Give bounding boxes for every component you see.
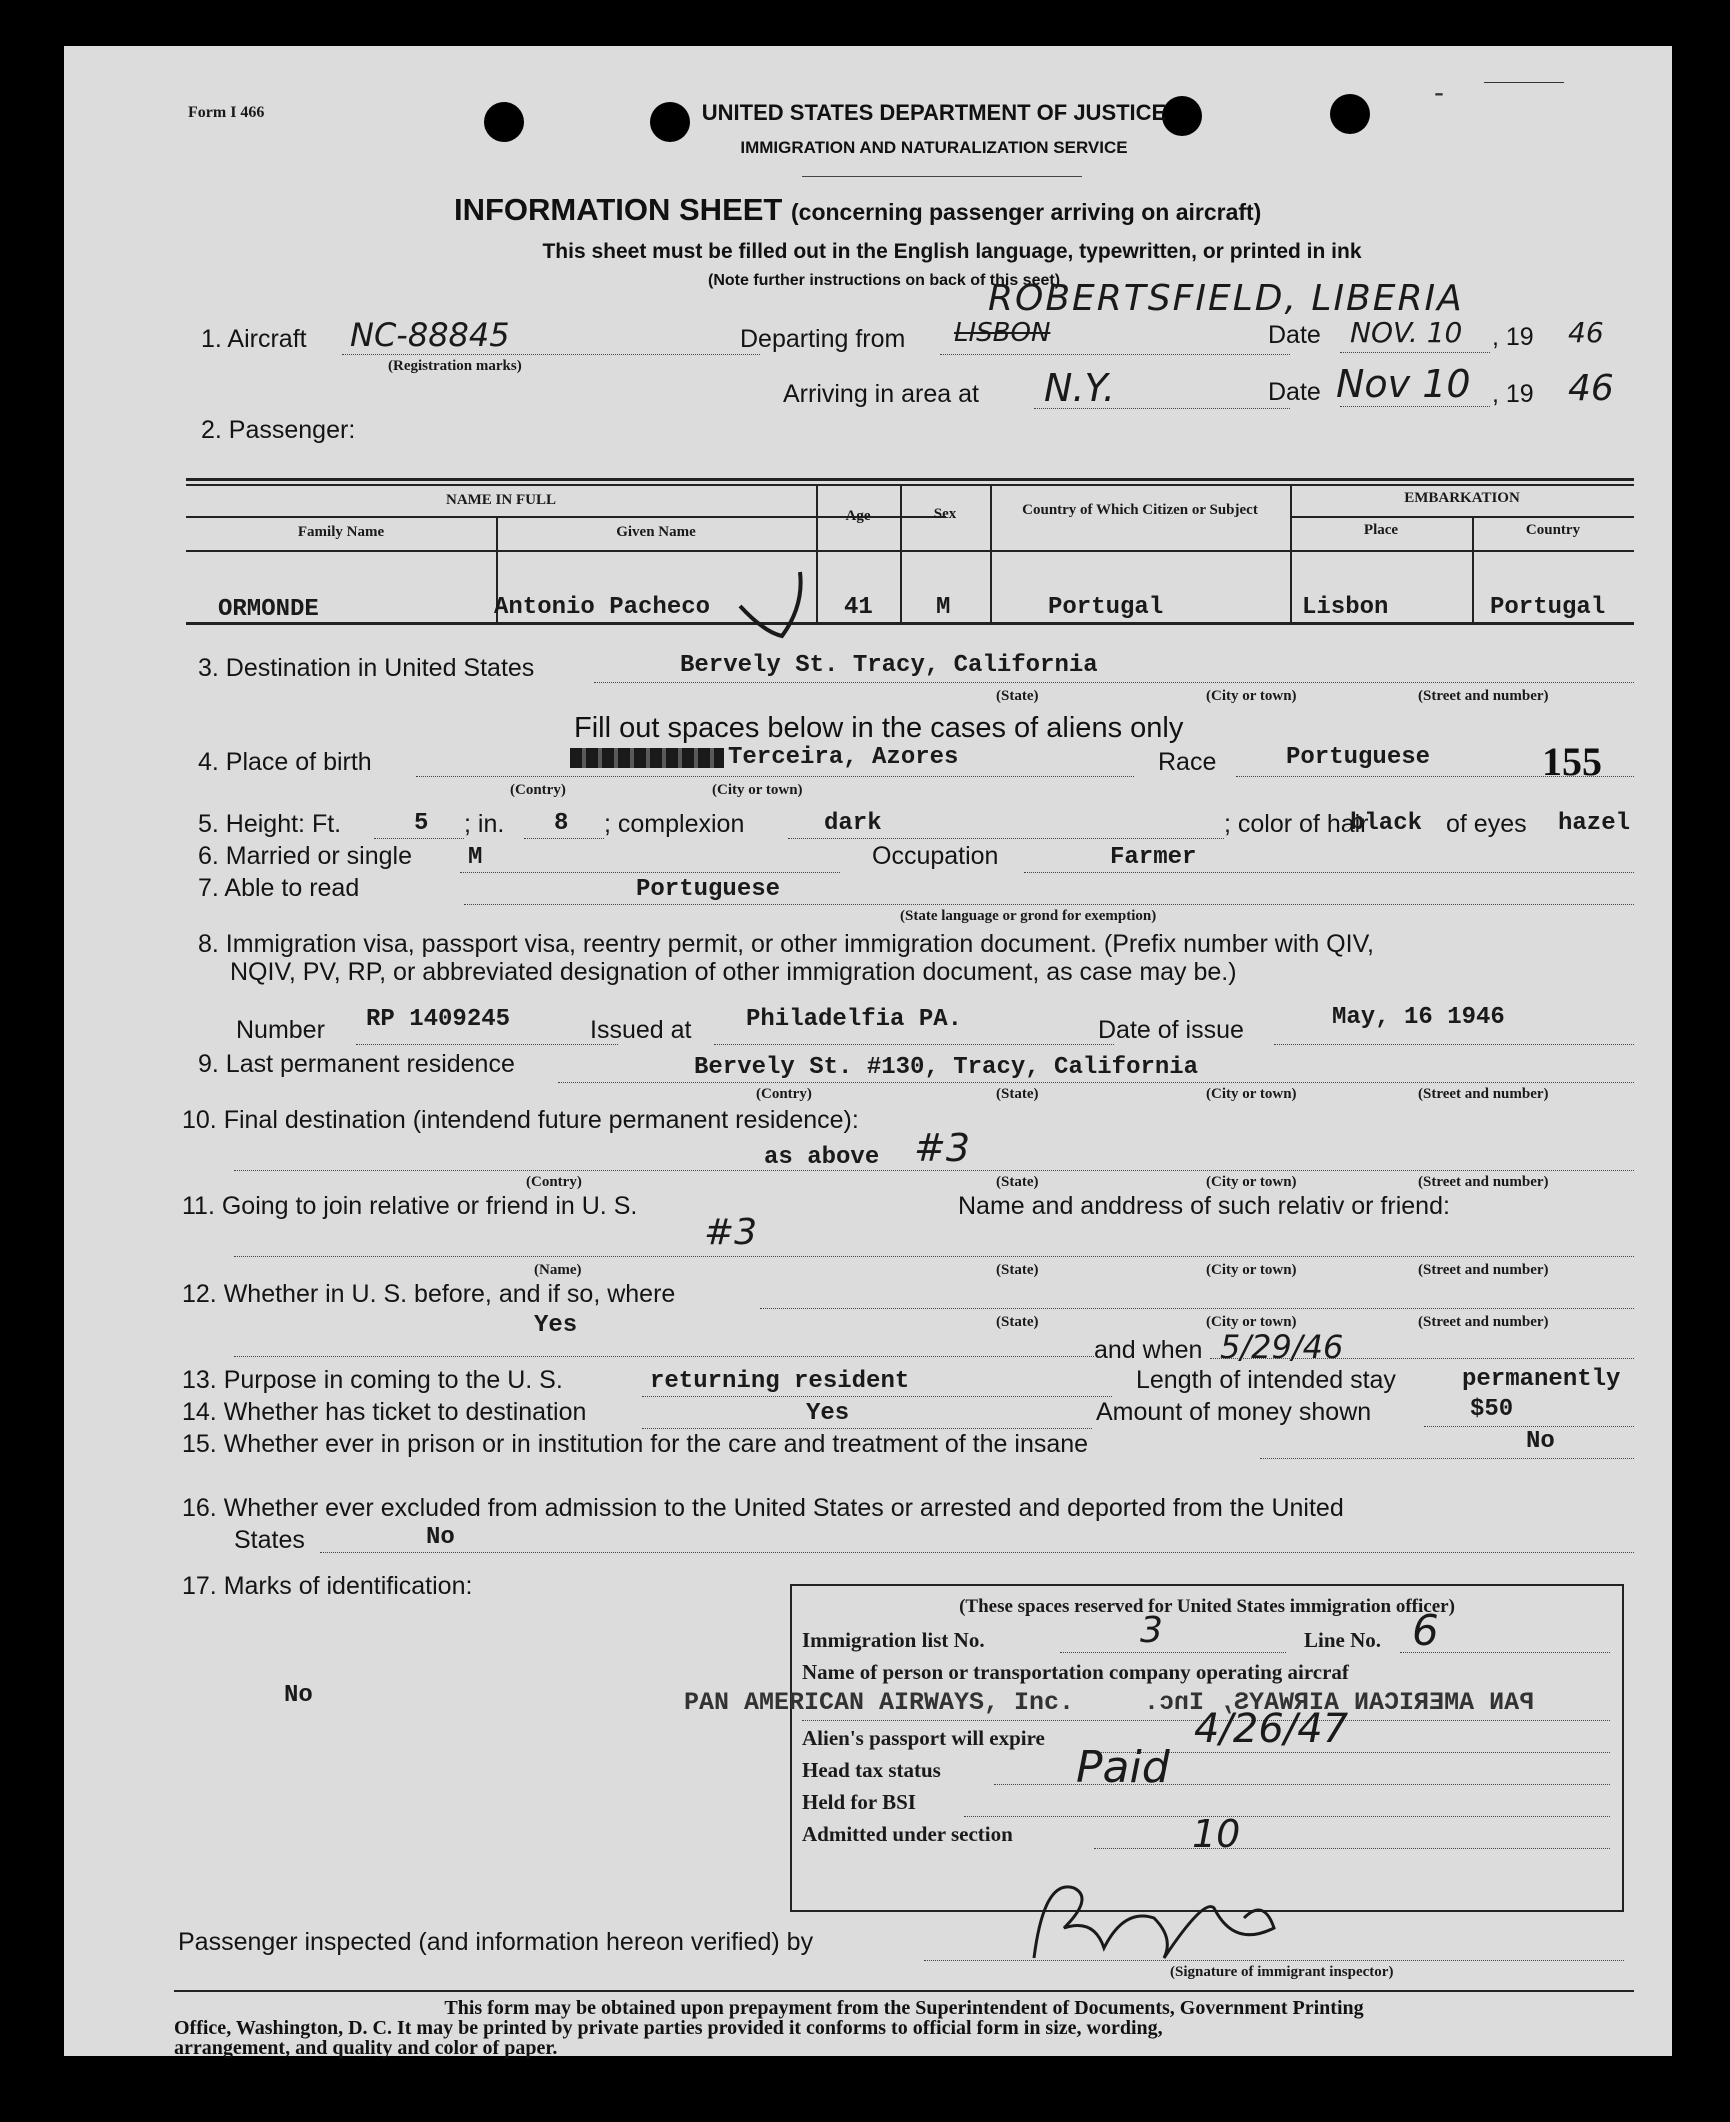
race-label: Race (1158, 748, 1217, 776)
money-label: Amount of money shown (1096, 1398, 1372, 1426)
table-rule-top2 (186, 484, 1634, 486)
caption-state: (State) (996, 1314, 1039, 1330)
excluded-label-line1: 16. Whether ever excluded from admission to the United States or arrested and deported from the United (182, 1494, 1344, 1522)
residence-label: 9. Last permanent residence (198, 1050, 515, 1078)
corner-mark: - (1434, 76, 1444, 109)
underline (1210, 1358, 1634, 1359)
excluded-value: No (426, 1524, 455, 1551)
caption-city: (City or town) (1206, 1086, 1297, 1102)
form-number: Form I 466 (188, 104, 265, 121)
underline (760, 1308, 1634, 1309)
footer-line-3: arrangement, and quality and color of paper. (174, 2037, 558, 2059)
underline (994, 1784, 1610, 1785)
line-label: Line No. (1304, 1628, 1382, 1652)
underline (924, 1960, 1624, 1961)
section-value: 10 (1192, 1812, 1241, 1856)
place-value: Lisbon (1302, 594, 1389, 621)
footer-line-2: Office, Washington, D. C. It may be printed by private parties provided it conforms to official form in size, wording, (174, 2017, 1163, 2039)
final-destination-label: 10. Final destination (intendend future permanent residence): (182, 1106, 859, 1134)
document-label-line2: NQIV, PV, RP, or abbreviated designation of other immigration document, as case may be.) (230, 958, 1237, 986)
embarkation-heading: EMBARKATION (1404, 490, 1520, 506)
underline (1340, 352, 1490, 353)
stay-label: Length of intended stay (1136, 1366, 1396, 1394)
hair-value: black (1350, 810, 1423, 837)
underline (940, 354, 1290, 355)
underline (234, 1170, 1634, 1171)
underline (1024, 872, 1634, 873)
passport-label: Alien's passport will expire (802, 1726, 1045, 1750)
aircraft-caption: (Registration marks) (388, 358, 522, 374)
underline (964, 1816, 1610, 1817)
caption-street: (Street and number) (1418, 688, 1549, 704)
caption-street: (Street and number) (1418, 1174, 1549, 1190)
read-caption: (State language or grond for exemption) (900, 908, 1157, 924)
family-name-value: ORMONDE (218, 596, 319, 623)
footer-text (174, 1998, 1634, 2058)
occupation-value: Farmer (1110, 844, 1197, 871)
company-value-mirrored: PAN AMERICAN AIRWAYS, Inc. (1144, 1688, 1535, 1717)
underline (464, 904, 1634, 905)
complexion-value: dark (824, 810, 882, 837)
underline (594, 682, 1634, 683)
excluded-label-line2: States (234, 1526, 305, 1554)
underline (1098, 1752, 1610, 1753)
caption-state: (State) (996, 1174, 1039, 1190)
before-label: 12. Whether in U. S. before, and if so, where (182, 1280, 676, 1308)
underline (1424, 1426, 1634, 1427)
date-of-issue-value: May, 16 1946 (1332, 1004, 1505, 1031)
year-value: 46 (1568, 316, 1604, 349)
officer-heading: (These spaces reserved for United States immigration officer) (959, 1596, 1455, 1617)
date-value: NOV. 10 (1350, 316, 1463, 349)
age-value: 41 (844, 594, 873, 621)
birth-label: 4. Place of birth (198, 748, 372, 776)
underline (642, 1428, 1092, 1429)
departing-label: Departing from (740, 325, 906, 353)
embarkation-country-value: Portugal (1490, 594, 1606, 621)
ticket-label: 14. Whether has ticket to destination (182, 1398, 587, 1426)
underline (234, 1256, 1634, 1257)
money-value: $50 (1470, 1396, 1514, 1423)
punch-hole (484, 102, 524, 142)
relative-name-label: Name and anddress of such relativ or friend: (958, 1192, 1450, 1220)
underline (1034, 408, 1290, 409)
header-rule (802, 176, 1082, 177)
ticket-value: Yes (806, 1400, 850, 1427)
underline (642, 1396, 1112, 1397)
list-value: 3 (1140, 1610, 1163, 1651)
signature-caption: (Signature of immigrant inspector) (1170, 1964, 1394, 1980)
underline (1340, 406, 1490, 407)
punch-hole (1330, 94, 1370, 134)
underline (460, 872, 840, 873)
year-prefix: , 19 (1492, 323, 1534, 351)
underline (416, 776, 1134, 777)
marital-value: M (468, 844, 483, 871)
arrival-date-label: Date (1268, 378, 1321, 406)
stay-value: permanently (1462, 1366, 1621, 1393)
caption-country: (Contry) (526, 1174, 582, 1190)
caption-country: (Contry) (510, 782, 566, 798)
prison-label: 15. Whether ever in prison or in institution for the care and treatment of the insane (182, 1430, 1089, 1458)
stamp-number: 155 (1542, 739, 1602, 784)
instructions-note: (Note further instructions on back of this seet) (707, 272, 1061, 289)
col-sex: Sex (933, 506, 957, 522)
caption-city: (City or town) (1206, 1174, 1297, 1190)
height-feet: 5 (414, 810, 429, 837)
col-family-name: Family Name (297, 524, 385, 540)
underline (714, 1044, 1114, 1045)
underline (558, 1082, 1634, 1083)
table-rule-bottom (186, 622, 1634, 625)
departing-value: ROBERTSFIELD, LIBERIA (988, 278, 1464, 319)
height-inches: 8 (554, 810, 569, 837)
list-label: Immigration list No. (802, 1628, 985, 1652)
underline (356, 1044, 618, 1045)
footer-line-1: This form may be obtained upon prepayment from the Superintendent of Documents, Government Printing (444, 1997, 1364, 2019)
table-col-divider (816, 486, 818, 622)
departing-struck: LISBON (954, 318, 1051, 348)
arrival-year-prefix: , 19 (1492, 380, 1534, 408)
caption-state: (State) (996, 688, 1039, 704)
caption-state: (State) (996, 1086, 1039, 1102)
caption-street: (Street and number) (1418, 1086, 1549, 1102)
footer-rule (174, 1990, 1634, 1992)
occupation-label: Occupation (872, 842, 999, 870)
col-country-citizen: Country of Which Citizen or Subject (1022, 502, 1258, 518)
complexion-label: ; complexion (604, 810, 745, 838)
residence-value: Bervely St. #130, Tracy, California (694, 1054, 1199, 1081)
col-place: Place (1363, 522, 1399, 538)
destination-label: 3. Destination in United States (198, 654, 535, 682)
join-hand: #3 (704, 1212, 758, 1253)
aircraft-label: 1. Aircraft (201, 325, 307, 353)
caption-country: (Contry) (756, 1086, 812, 1102)
sex-value: M (936, 594, 951, 621)
table-rule-header (186, 550, 1634, 552)
issued-at-label: Issued at (590, 1016, 692, 1044)
corner-stroke (1484, 82, 1564, 83)
caption-name: (Name) (534, 1262, 582, 1278)
given-name-value: Antonio Pacheco (494, 594, 711, 621)
doc-number-value: RP 1409245 (366, 1006, 511, 1033)
doc-number-label: Number (236, 1016, 325, 1044)
underline (320, 1552, 1634, 1553)
underline (524, 838, 604, 839)
hair-label: ; color of hair (1224, 810, 1369, 838)
issued-at-value: Philadelfia PA. (746, 1006, 963, 1033)
department-name: UNITED STATES DEPARTMENT OF JUSTICE (701, 100, 1167, 125)
section-label: Admitted under section (802, 1822, 1013, 1846)
name-in-full-heading: NAME IN FULL (445, 492, 556, 508)
table-col-divider (990, 486, 992, 622)
page-title: INFORMATION SHEET (concerning passenger arriving on aircraft) (454, 192, 1262, 227)
caption-city: (City or town) (1206, 688, 1297, 704)
form-sheet (64, 46, 1672, 2059)
read-label: 7. Able to read (198, 874, 360, 902)
underline (374, 838, 464, 839)
eyes-value: hazel (1558, 810, 1631, 837)
when-label: and when (1094, 1336, 1203, 1364)
height-label: 5. Height: Ft. (198, 810, 342, 838)
underline (342, 354, 760, 355)
purpose-label: 13. Purpose in coming to the U. S. (182, 1366, 563, 1394)
arrival-year-value: 46 (1568, 368, 1614, 409)
when-value: 5/29/46 (1220, 1328, 1344, 1366)
aliens-note: Fill out spaces below in the cases of aliens only (574, 712, 1184, 744)
eyes-label: of eyes (1446, 810, 1527, 838)
read-value: Portuguese (636, 876, 781, 903)
service-name: IMMIGRATION AND NATURALIZATION SERVICE (740, 138, 1128, 157)
underline (1400, 1652, 1610, 1653)
aircraft-value: NC-88845 (350, 316, 510, 354)
redacted-text (570, 748, 724, 768)
table-rule-top (186, 478, 1634, 481)
underline (788, 838, 1224, 839)
caption-state: (State) (996, 1262, 1039, 1278)
underline (1060, 1652, 1286, 1653)
arrival-date-value: Nov 10 (1336, 362, 1471, 406)
document-label-line1: 8. Immigration visa, passport visa, reentry permit, or other immigration document. (Prefix number with QIV, (198, 930, 1374, 958)
underline (1274, 1044, 1634, 1045)
arriving-label: Arriving in area at (783, 380, 979, 408)
title-subtitle: (concerning passenger arriving on aircraft) (791, 199, 1262, 225)
purpose-value: returning resident (650, 1368, 910, 1395)
marks-value: No (284, 1682, 313, 1709)
inspected-label: Passenger inspected (and information hereon verified) by (178, 1928, 814, 1956)
caption-street: (Street and number) (1418, 1262, 1549, 1278)
table-rule (1290, 516, 1634, 518)
marks-label: 17. Marks of identification: (182, 1572, 473, 1600)
final-destination-value: as above (764, 1144, 880, 1171)
tax-label: Head tax status (802, 1758, 941, 1782)
col-embarkation-country: Country (1525, 522, 1581, 538)
bsi-label: Held for BSI (802, 1790, 916, 1814)
line-value: 6 (1412, 1606, 1439, 1655)
col-given-name: Given Name (616, 524, 696, 540)
tax-value: Paid (1076, 1742, 1170, 1793)
caption-city: (City or town) (712, 782, 803, 798)
race-value: Portuguese (1286, 744, 1431, 771)
caption-city: (City or town) (1206, 1314, 1297, 1330)
instructions: This sheet must be filled out in the English language, typewritten, or printed in ink (542, 240, 1362, 263)
underline (234, 1356, 1094, 1357)
caption-street: (Street and number) (1418, 1314, 1549, 1330)
marital-label: 6. Married or single (198, 842, 412, 870)
final-destination-hand: #3 (914, 1126, 971, 1170)
underline (1094, 1848, 1610, 1849)
company-label: Name of person or transportation company operating aircraf (802, 1660, 1349, 1684)
citizen-value: Portugal (1048, 594, 1164, 621)
underline (1260, 1458, 1634, 1459)
arriving-value: N.Y. (1044, 366, 1115, 410)
prison-value: No (1526, 1428, 1555, 1455)
passport-value: 4/26/47 (1194, 1706, 1349, 1752)
birth-value: Terceira, Azores (728, 744, 959, 771)
join-label: 11. Going to join relative or friend in U. S. (182, 1192, 638, 1220)
check-mark (734, 566, 814, 646)
destination-value: Bervely St. Tracy, California (680, 652, 1098, 679)
passenger-label: 2. Passenger: (201, 416, 356, 444)
caption-city: (City or town) (1206, 1262, 1297, 1278)
date-label: Date (1268, 321, 1321, 349)
date-of-issue-label: Date of issue (1098, 1016, 1244, 1044)
before-value: Yes (534, 1312, 578, 1339)
col-age: Age (845, 508, 871, 524)
company-value: PAN AMERICAN AIRWAYS, Inc. (684, 1688, 1075, 1717)
inches-label: ; in. (464, 810, 505, 838)
